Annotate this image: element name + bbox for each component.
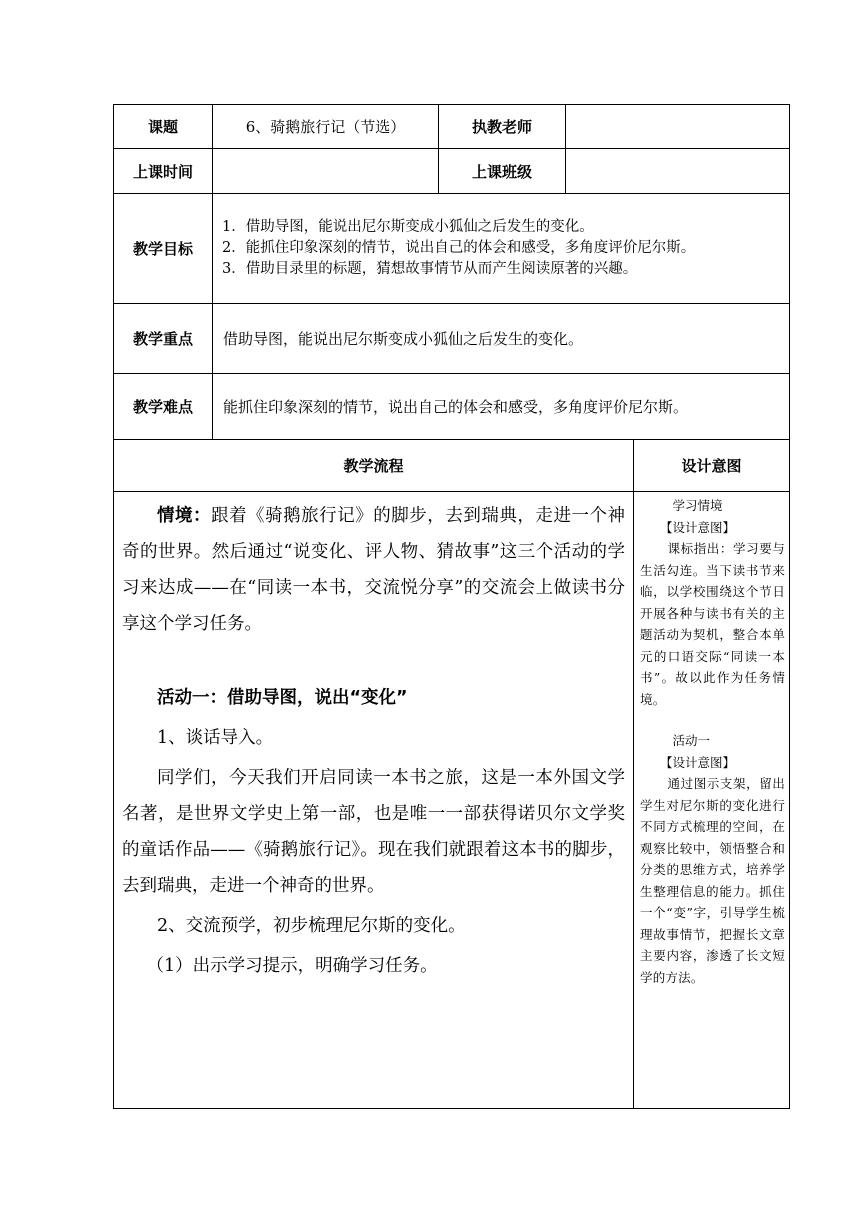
intent-block1-text: 课标指出：学习要与生活勾连。当下读书节来临，以学校围绕这个节日开展各种与读书有关的主题活动为契机，整合本单元的口语交际“同读一本书”。故以此作为任务情境。 <box>640 541 786 707</box>
teacher-value <box>566 105 790 149</box>
situation-text: 跟着《骑鹅旅行记》的脚步，去到瑞典，走进一个神奇的世界。然后通过“说变化、评人物、猜故事”这三个活动的学习来达成——在“同读一本书，交流悦分享”的交流会上做读书分享这个学习任务。 <box>122 506 626 634</box>
row-goals <box>114 194 790 304</box>
class-label: 上课班级 <box>439 149 566 194</box>
situation-lead: 情境： <box>157 506 212 526</box>
row-time <box>114 149 790 194</box>
difficulty-label: 教学难点 <box>114 374 213 440</box>
flow-content <box>114 492 634 1109</box>
step1-paragraph: 同学们，今天我们开启同读一本书之旅，这是一本外国文学名著，是世界文学史上第一部，也是唯一一部获得诺贝尔文学奖的童话作品——《骑鹅旅行记》。现在我们就跟着这本书的脚步，去到瑞典，走进一个神奇的世界。 <box>122 768 626 896</box>
row-difficulty <box>114 374 790 440</box>
difficulty-text: 能抓住印象深刻的情节，说出自己的体会和感受，多角度评价尼尔斯。 <box>213 374 790 440</box>
time-label: 上课时间 <box>114 149 213 194</box>
teacher-label: 执教老师 <box>439 105 566 149</box>
goals-list <box>213 194 790 304</box>
goal-item: 3．借助目录里的标题，猜想故事情节从而产生阅读原著的兴趣。 <box>222 261 638 277</box>
row-key-point <box>114 304 790 374</box>
goals-label: 教学目标 <box>114 194 213 304</box>
goal-item: 1．借助导图，能说出尼尔斯变成小狐仙之后发生的变化。 <box>222 219 594 235</box>
intent-block2-label: 【设计意图】 <box>660 754 736 770</box>
step1-heading: 1、谈话导入。 <box>157 728 274 748</box>
step2-subheading: （1）出示学习提示，明确学习任务。 <box>146 956 438 976</box>
intent-content <box>634 492 790 1109</box>
row-flow-body <box>114 492 790 1109</box>
intent-block1-label: 【设计意图】 <box>660 519 736 535</box>
situation-paragraph <box>122 498 625 642</box>
class-value <box>566 149 790 194</box>
goal-item: 2．能抓住印象深刻的情节，说出自己的体会和感受，多角度评价尼尔斯。 <box>222 240 696 256</box>
step2-heading: 2、交流预学，初步梳理尼尔斯的变化。 <box>157 916 466 936</box>
lesson-plan-table <box>113 104 790 1109</box>
key-point-label: 教学重点 <box>114 304 213 374</box>
intent-block2-text: 通过图示支架，留出学生对尼尔斯的变化进行不同方式梳理的空间，在观察比较中，领悟整合和分类的思维方式，培养学生整理信息的能力。抓住一个“变”字，引导学生梳理故事情节，把握长文章主要内容，渗透了长文短学的方法。 <box>640 776 786 985</box>
row-topic <box>114 105 790 149</box>
intent-block2-title: 活动一 <box>672 733 711 748</box>
intent-header: 设计意图 <box>634 440 790 492</box>
flow-header: 教学流程 <box>114 440 634 492</box>
activity1-title: 活动一：借助导图，说出“变化” <box>157 688 408 708</box>
time-value <box>213 149 439 194</box>
topic-value: 6、骑鹅旅行记（节选） <box>213 105 439 149</box>
key-point-text: 借助导图，能说出尼尔斯变成小狐仙之后发生的变化。 <box>213 304 790 374</box>
row-flow-header <box>114 440 790 492</box>
intent-block1-title: 学习情境 <box>672 498 723 513</box>
topic-label: 课题 <box>114 105 213 149</box>
